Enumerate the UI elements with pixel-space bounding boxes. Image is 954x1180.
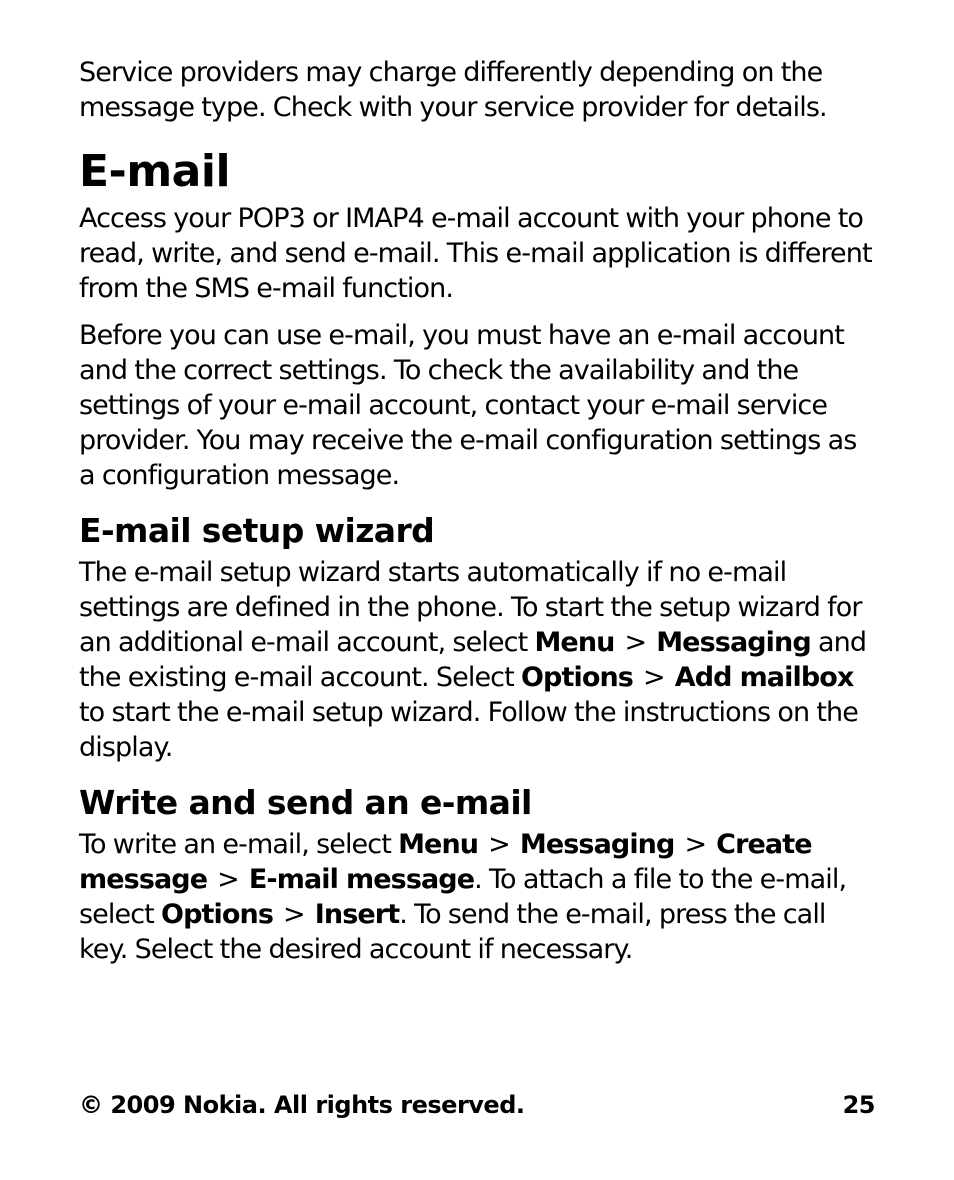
menu-separator: > <box>488 829 510 860</box>
menu-path-create-message: Create message <box>79 829 812 895</box>
page-number: 25 <box>842 1091 875 1119</box>
section-title-email: E-mail <box>79 146 231 197</box>
menu-path-options: Options <box>521 662 633 693</box>
subsection-title-write-send: Write and send an e-mail <box>79 783 532 822</box>
menu-path-email-message: E-mail message <box>248 864 475 895</box>
setup-wizard-paragraph <box>79 555 879 765</box>
intro-paragraph: Service providers may charge differently depending on the message type. Check with your service provider for details. <box>79 57 827 123</box>
menu-separator: > <box>624 627 647 658</box>
email-paragraph-1: Access your POP3 or IMAP4 e-mail account with your phone to read, write, and send e-mail. This e-mail application is different from the SMS e-mail function. <box>79 203 872 304</box>
manual-page <box>79 55 879 967</box>
menu-separator: > <box>283 899 305 930</box>
menu-path-menu: Menu <box>398 829 479 860</box>
write-text-3: . To send the e-mail, press the call key. Select the desired account if necessary. <box>79 899 826 965</box>
menu-path-insert: Insert <box>314 899 400 930</box>
subsection-title-setup-wizard: E-mail setup wizard <box>79 511 435 550</box>
copyright-notice: © 2009 Nokia. All rights reserved. <box>79 1091 525 1119</box>
menu-path-messaging: Messaging <box>519 829 675 860</box>
setup-text-1: The e-mail setup wizard starts automatically if no e-mail settings are defined in the phone. To start the setup wizard for an additional e-mail account, select <box>79 557 862 658</box>
setup-text-2: and the existing e-mail account. Select <box>79 627 867 693</box>
page-footer <box>79 1090 875 1120</box>
write-text-1: To write an e-mail, select <box>79 829 391 860</box>
menu-path-add-mailbox: Add mailbox <box>674 662 854 693</box>
email-paragraph-2: Before you can use e-mail, you must have an e-mail account and the correct settings. To check the availability and the settings of your e-mail account, contact your e-mail service provider. You may receive the e-mail configuration settings as a configuration message. <box>79 320 857 491</box>
menu-path-messaging: Messaging <box>656 627 811 658</box>
menu-separator: > <box>684 829 707 860</box>
setup-text-3: to start the e-mail setup wizard. Follow the instructions on the display. <box>79 697 858 763</box>
menu-separator: > <box>642 662 665 693</box>
menu-path-menu: Menu <box>534 627 615 658</box>
menu-separator: > <box>217 864 239 895</box>
write-text-2: . To attach a file to the e-mail, select <box>79 864 847 930</box>
write-send-paragraph <box>79 827 879 967</box>
menu-path-options: Options <box>161 899 273 930</box>
